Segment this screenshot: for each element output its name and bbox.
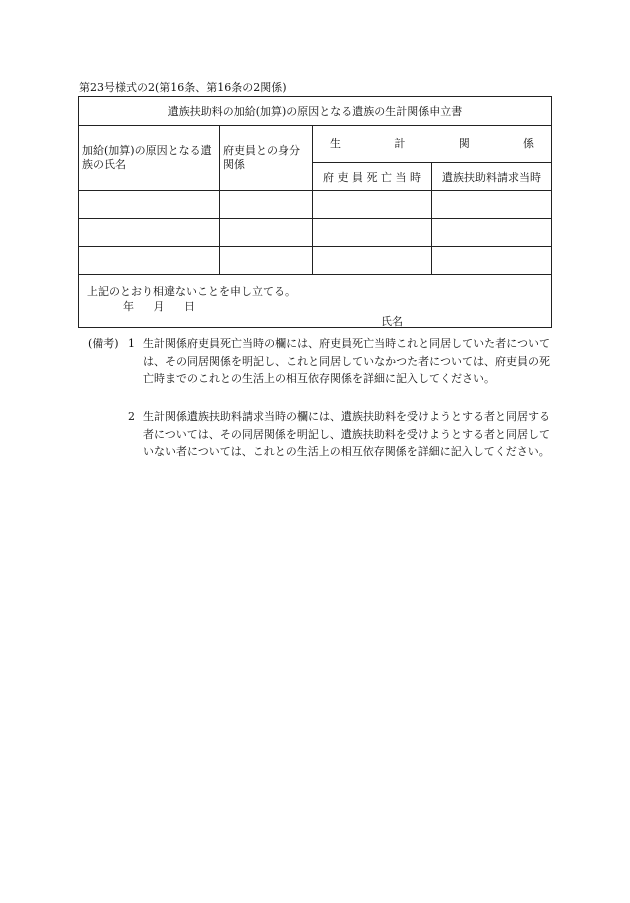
form-title: 遺族扶助料の加給(加算)の原因となる遺族の生計関係申立書 — [79, 97, 552, 126]
remark-text: 生計関係府吏員死亡当時の欄には、府吏員死亡当時これと同居していた者については、その同居関係を明記し、これと同居していなかつた者については、府吏員の死亡時までのこれとの生活上の相互依存関係を詳細に記入してください。 — [143, 337, 550, 385]
cell-relationship[interactable] — [220, 219, 313, 247]
form-number: 第23号様式の2(第16条、第16条の2関係) — [79, 81, 287, 94]
table-row — [79, 247, 552, 275]
declaration-block — [79, 275, 552, 328]
remark-text: 生計関係遺族扶助料請求当時の欄には、遺族扶助料を受けようとする者と同居する者については、その同居関係を明記し、遺族扶助料を受けようとする者と同居していない者については、これとの生活上の相互依存関係を詳細に記入してください。 — [143, 410, 550, 458]
subheader-at-death: 府 吏 員 死 亡 当 時 — [313, 163, 432, 191]
signature-name-label: 氏名 — [381, 315, 403, 328]
remark-number: 2 — [128, 410, 135, 423]
declaration-form-table — [78, 96, 552, 328]
date-month-label: 月 — [153, 300, 165, 313]
cell-at-claim[interactable] — [432, 247, 552, 275]
header-livelihood-char: 係 — [523, 137, 535, 150]
table-row — [79, 191, 552, 219]
remarks-label: (備考) — [88, 337, 119, 350]
header-livelihood-char: 生 — [330, 137, 341, 150]
remark-number: 1 — [128, 337, 135, 350]
cell-relationship[interactable] — [220, 247, 313, 275]
cell-name[interactable] — [79, 191, 220, 219]
cell-name[interactable] — [79, 219, 220, 247]
cell-at-death[interactable] — [313, 247, 432, 275]
header-relationship: 府吏員との身分関係 — [220, 126, 313, 191]
cell-relationship[interactable] — [220, 191, 313, 219]
date-year-label: 年 — [123, 300, 134, 313]
date-line[interactable] — [123, 298, 211, 314]
header-livelihood-char: 関 — [458, 137, 470, 150]
cell-at-claim[interactable] — [432, 219, 552, 247]
cell-at-death[interactable] — [313, 191, 432, 219]
cell-name[interactable] — [79, 247, 220, 275]
header-livelihood — [313, 126, 552, 163]
declaration-text: 上記のとおり相違ないことを申し立てる。 — [87, 285, 296, 298]
table-row — [79, 219, 552, 247]
subheader-at-claim: 遺族扶助料請求当時 — [432, 163, 552, 191]
header-deceased-family-name: 加給(加算)の原因となる遺族の氏名 — [79, 126, 220, 191]
date-day-label: 日 — [184, 300, 195, 313]
cell-at-claim[interactable] — [432, 191, 552, 219]
cell-at-death[interactable] — [313, 219, 432, 247]
header-livelihood-char: 計 — [394, 137, 406, 150]
